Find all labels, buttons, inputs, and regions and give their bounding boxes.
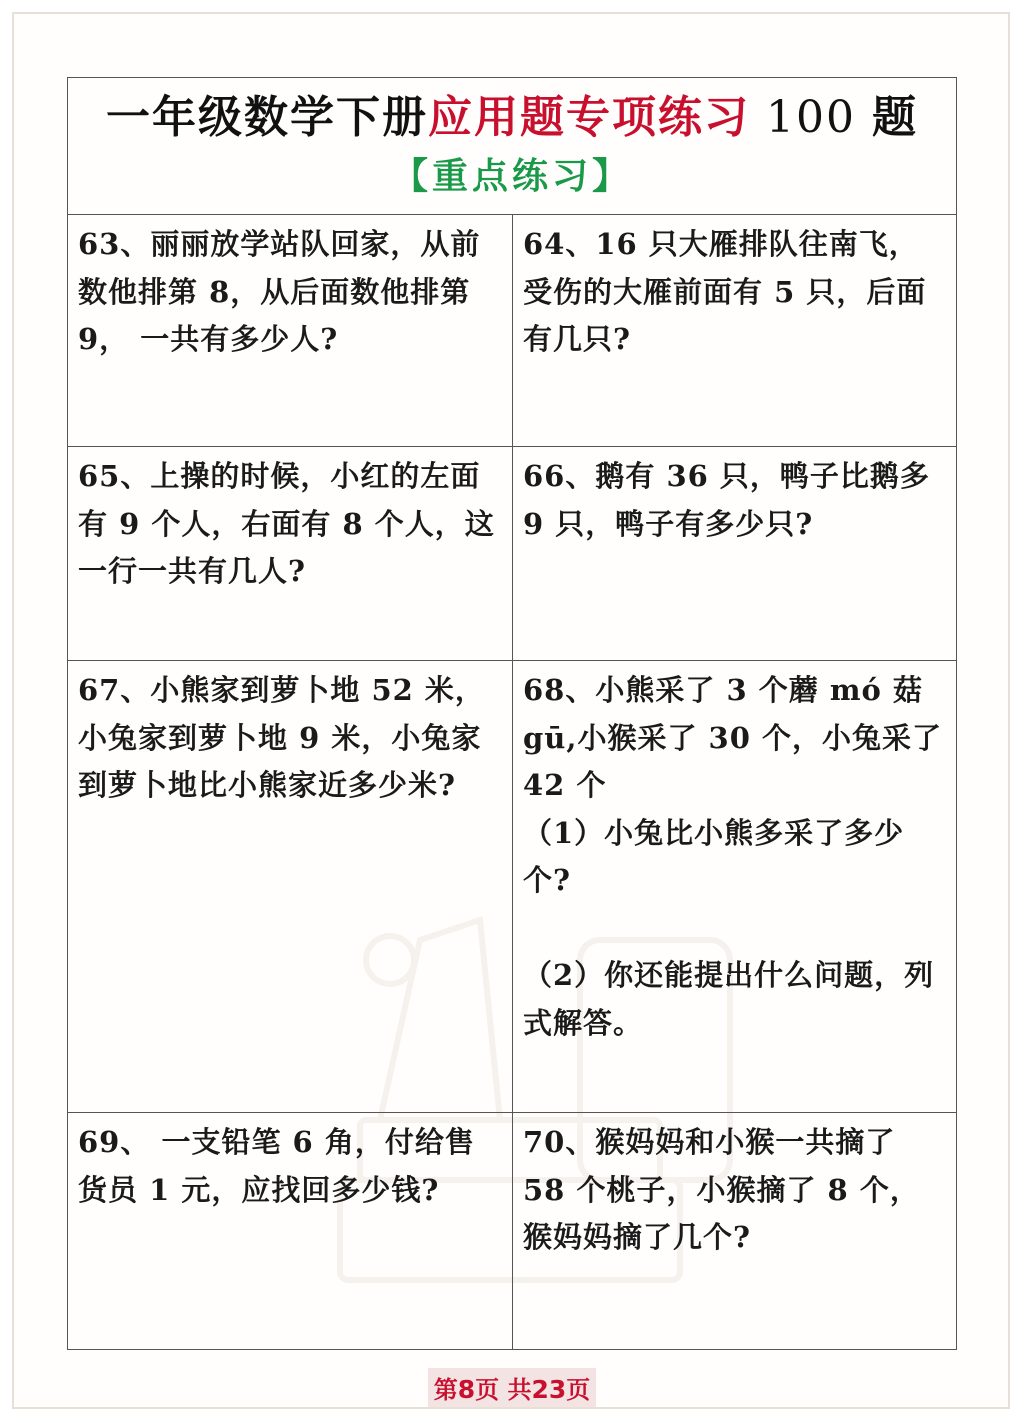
current-page: 8 [457,1375,476,1404]
page-number [0,1368,1024,1407]
worksheet [67,77,957,1350]
problem-66: 66、鹅有 36 只，鸭子比鹅多 9 只，鸭子有多少只? [513,447,956,661]
problem-63: 63、丽丽放学站队回家，从前数他排第 8，从后面数他排第 9， 一共有多少人? [68,215,513,447]
worksheet-header [68,78,956,215]
page-mid: 页 共 [475,1376,532,1404]
total-pages: 23 [531,1375,567,1404]
problem-67: 67、小熊家到萝卜地 52 米，小兔家到萝卜地 9 米，小兔家到萝卜地比小熊家近多少米? [68,661,513,1113]
page-title [68,78,956,146]
page-subtitle: 【重点练习】 [391,155,632,197]
problem-69: 69、 一支铅笔 6 角，付给售货员 1 元，应找回多少钱? [68,1113,513,1349]
problem-68: 68、小熊采了 3 个蘑 mó 菇 gū,小猴采了 30 个，小兔采了 42 个 （1）小兔比小熊多采了多少个? （2）你还能提出什么问题，列式解答。 [513,661,956,1113]
title-highlight: 应用题专项练习 [428,92,751,143]
problem-70: 70、猴妈妈和小猴一共摘了 58 个桃子，小猴摘了 8 个，猴妈妈摘了几个? [523,1125,920,1254]
page-prefix: 第 [433,1376,458,1404]
page-suffix: 页 [566,1376,591,1404]
problem-grid [68,215,956,1349]
page-number-label [428,1368,597,1407]
title-suffix: 题 [871,92,918,143]
problem-64: 64、16 只大雁排队往南飞，受伤的大雁前面有 5 只，后面有几只? [513,215,956,447]
title-count: 100 [750,92,872,143]
problem-65: 65、上操的时候，小红的左面有 9 个人，右面有 8 个人，这一行一共有几人? [68,447,513,661]
title-prefix: 一年级数学下册 [106,92,429,143]
